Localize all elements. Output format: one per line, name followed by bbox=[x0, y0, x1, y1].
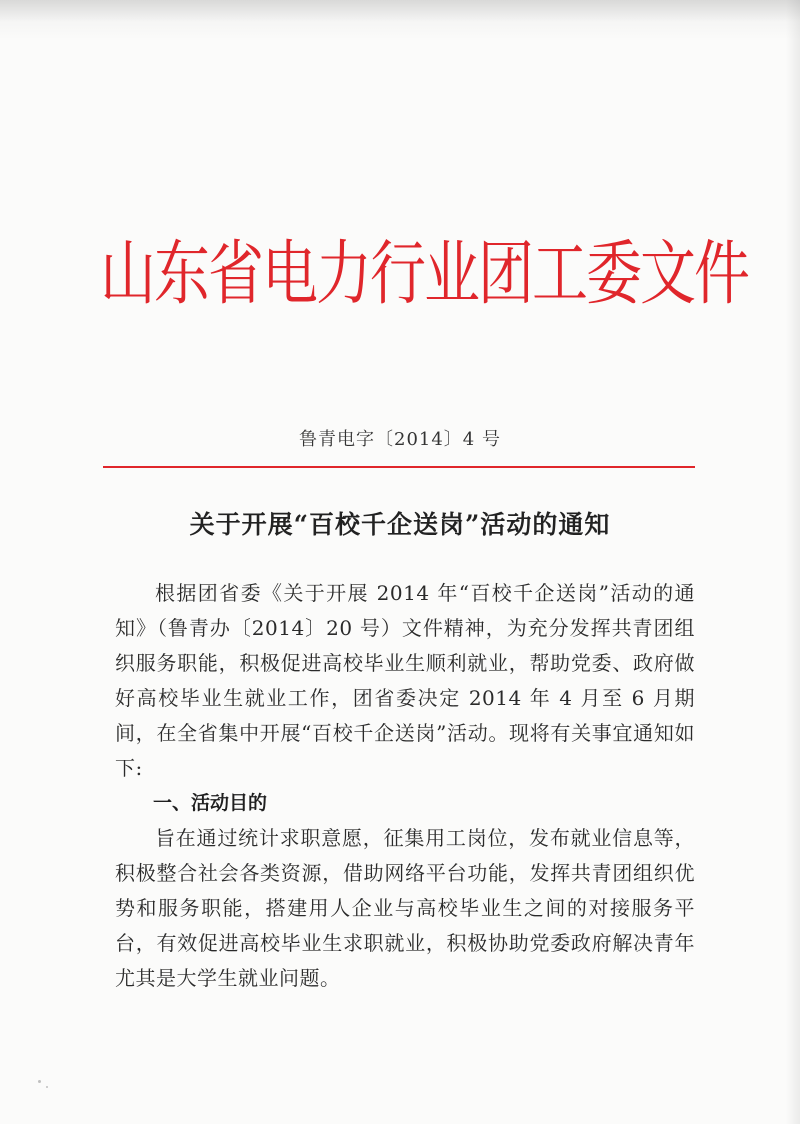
red-divider-line bbox=[103, 466, 695, 468]
scan-speck bbox=[46, 1086, 48, 1088]
document-body bbox=[115, 576, 695, 996]
section-heading-1: 一、活动目的 bbox=[153, 792, 268, 814]
document-number: 鲁青电字〔2014〕4 号 bbox=[299, 429, 501, 450]
intro-paragraph: 根据团省委《关于开展 2014 年“百校千企送岗”活动的通知》（鲁青办〔2014〕20 号）文件精神，为充分发挥共青团组织服务职能，积极促进高校毕业生顺利就业，帮助党委、政府做好高校毕业生就业工作，团省委决定 2014 年 4 月至 6 月期间，在全省集中开展“百校千企送岗”活动。现将有关事宜通知如下: bbox=[115, 581, 695, 780]
document-title: 关于开展“百校千企送岗”活动的通知 bbox=[189, 510, 611, 539]
masthead-title: 山东省电力行业团工委文件 bbox=[100, 233, 748, 315]
scan-speck bbox=[38, 1080, 41, 1083]
section-paragraph-1: 旨在通过统计求职意愿，征集用工岗位，发布就业信息等，积极整合社会各类资源，借助网络平台功能，发挥共青团组织优势和服务职能，搭建用人企业与高校毕业生之间的对接服务平台，有效促进高校毕业生求职就业，积极协助党委政府解决青年尤其是大学生就业问题。 bbox=[115, 826, 695, 990]
scan-shadow-top bbox=[0, 0, 800, 22]
scan-shadow-right bbox=[786, 0, 800, 1124]
